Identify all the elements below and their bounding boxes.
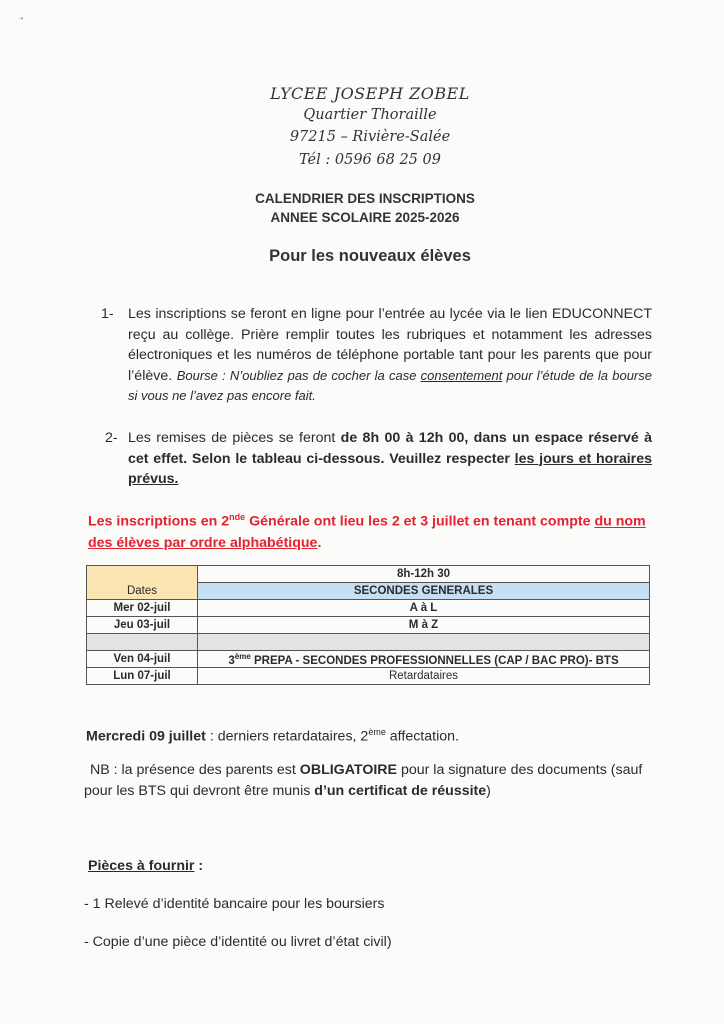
- item1-number: 1-: [101, 306, 114, 322]
- table-row: [87, 651, 650, 668]
- nb-text-a: NB : la présence des parents est: [90, 762, 296, 778]
- nb-paragraph: [84, 760, 654, 801]
- table-row: [87, 600, 650, 617]
- row-value-pre: 3: [228, 654, 235, 667]
- row-date: Lun 07-juil: [87, 668, 198, 685]
- row-value-sup: ème: [234, 651, 251, 661]
- table-row: [87, 583, 650, 600]
- table-row-spacer: [87, 634, 650, 651]
- school-district: Quartier Thoraille: [303, 107, 437, 123]
- nb-text-e: ): [486, 782, 491, 799]
- item2-paragraph: [128, 428, 652, 490]
- dates-header-top: [87, 566, 198, 583]
- table-row: [87, 566, 650, 583]
- bourse-consentement: consentement: [420, 367, 503, 383]
- row-value: Retardataires: [198, 668, 650, 685]
- pieces-item: - Copie d’une pièce d’identité ou livret d’état civil): [84, 934, 392, 950]
- row-value-text: PREPA - SECONDES PROFESSIONNELLES (CAP / BAC PRO)- BTS: [253, 654, 619, 667]
- pieces-title-text: Pièces à fournir: [88, 858, 195, 874]
- item2-number: 2-: [105, 430, 118, 446]
- item1-text: Les inscriptions se feront en ligne pour l’entrée au lycée via le lien EDUCONNECT reçu au collège. Prière remplir toutes les rubriques et notamment les adresses électroniques et les numéros de téléphone portable tant pour les parents que pour l’élève.: [128, 306, 652, 384]
- item2-text-b: de 8h 00 à 12h 00, dans un espace réservé à cet effet. Selon le tableau ci-dessous. Veuillez respecter: [128, 430, 652, 467]
- subtitle: Pour les nouveaux élèves: [269, 247, 471, 265]
- school-city: 97215 – Rivière-Salée: [289, 129, 451, 145]
- section-header: SECONDES GENERALES: [198, 583, 650, 600]
- title-line2: ANNEE SCOLAIRE 2025-2026: [270, 210, 460, 225]
- notice-sup: nde: [229, 512, 246, 522]
- schedule-table: [86, 565, 650, 685]
- row-value: A à L: [198, 600, 650, 617]
- dates-header: Dates: [87, 583, 198, 600]
- item1-paragraph: [128, 304, 652, 407]
- item2-text-c: les jours et horaires prévus.: [128, 450, 652, 487]
- row-value: M à Z: [198, 617, 650, 634]
- row-value: [198, 651, 650, 668]
- row-date: Ven 04-juil: [87, 651, 198, 668]
- notice-text-d: .: [317, 534, 322, 551]
- after-table-text-b: : derniers retardataires, 2: [209, 728, 369, 745]
- notice-generale: [88, 507, 648, 554]
- bourse-text-b: pour l’étude de la bourse si vous ne l’avez pas encore fait.: [128, 367, 652, 403]
- bourse-text-a: Bourse : N’oubliez pas de cocher la case: [176, 367, 417, 383]
- notice-text-a: Les inscriptions en 2: [88, 513, 230, 530]
- spacer-cell: [87, 634, 198, 651]
- after-table-sup: ème: [368, 727, 386, 737]
- row-date: Mer 02-juil: [87, 600, 198, 617]
- notice-text-b: Générale ont lieu les 2 et 3 juillet en tenant compte: [249, 513, 591, 530]
- scan-mark: ·•: [18, 14, 24, 23]
- pieces-item: - 1 Relevé d’identité bancaire pour les boursiers: [84, 896, 385, 912]
- title-line1: CALENDRIER DES INSCRIPTIONS: [255, 191, 475, 206]
- row-date: Jeu 03-juil: [87, 617, 198, 634]
- item1-bourse: [128, 368, 652, 404]
- table-row: [87, 617, 650, 634]
- pieces-title-colon: :: [198, 858, 204, 874]
- school-phone: Tél : 0596 68 25 09: [299, 152, 441, 168]
- school-name: LYCEE JOSEPH ZOBEL: [270, 84, 470, 103]
- nb-text-c: pour la signature des documents (sauf pour les BTS qui devront être munis: [84, 762, 643, 799]
- after-table-date: Mercredi 09 juillet: [86, 728, 206, 745]
- item2-text-a: Les remises de pièces se feront: [128, 430, 336, 446]
- pieces-title: [88, 856, 203, 877]
- time-header: 8h-12h 30: [198, 566, 650, 583]
- spacer-cell: [198, 634, 650, 651]
- notice-text-c: du nom des élèves par ordre alphabétique: [88, 513, 646, 551]
- table-row: [87, 668, 650, 685]
- after-table-text-c: affectation.: [389, 728, 459, 745]
- after-table-line: [86, 722, 459, 747]
- nb-certificat: d’un certificat de réussite: [314, 782, 487, 799]
- nb-obligatoire: OBLIGATOIRE: [299, 762, 398, 778]
